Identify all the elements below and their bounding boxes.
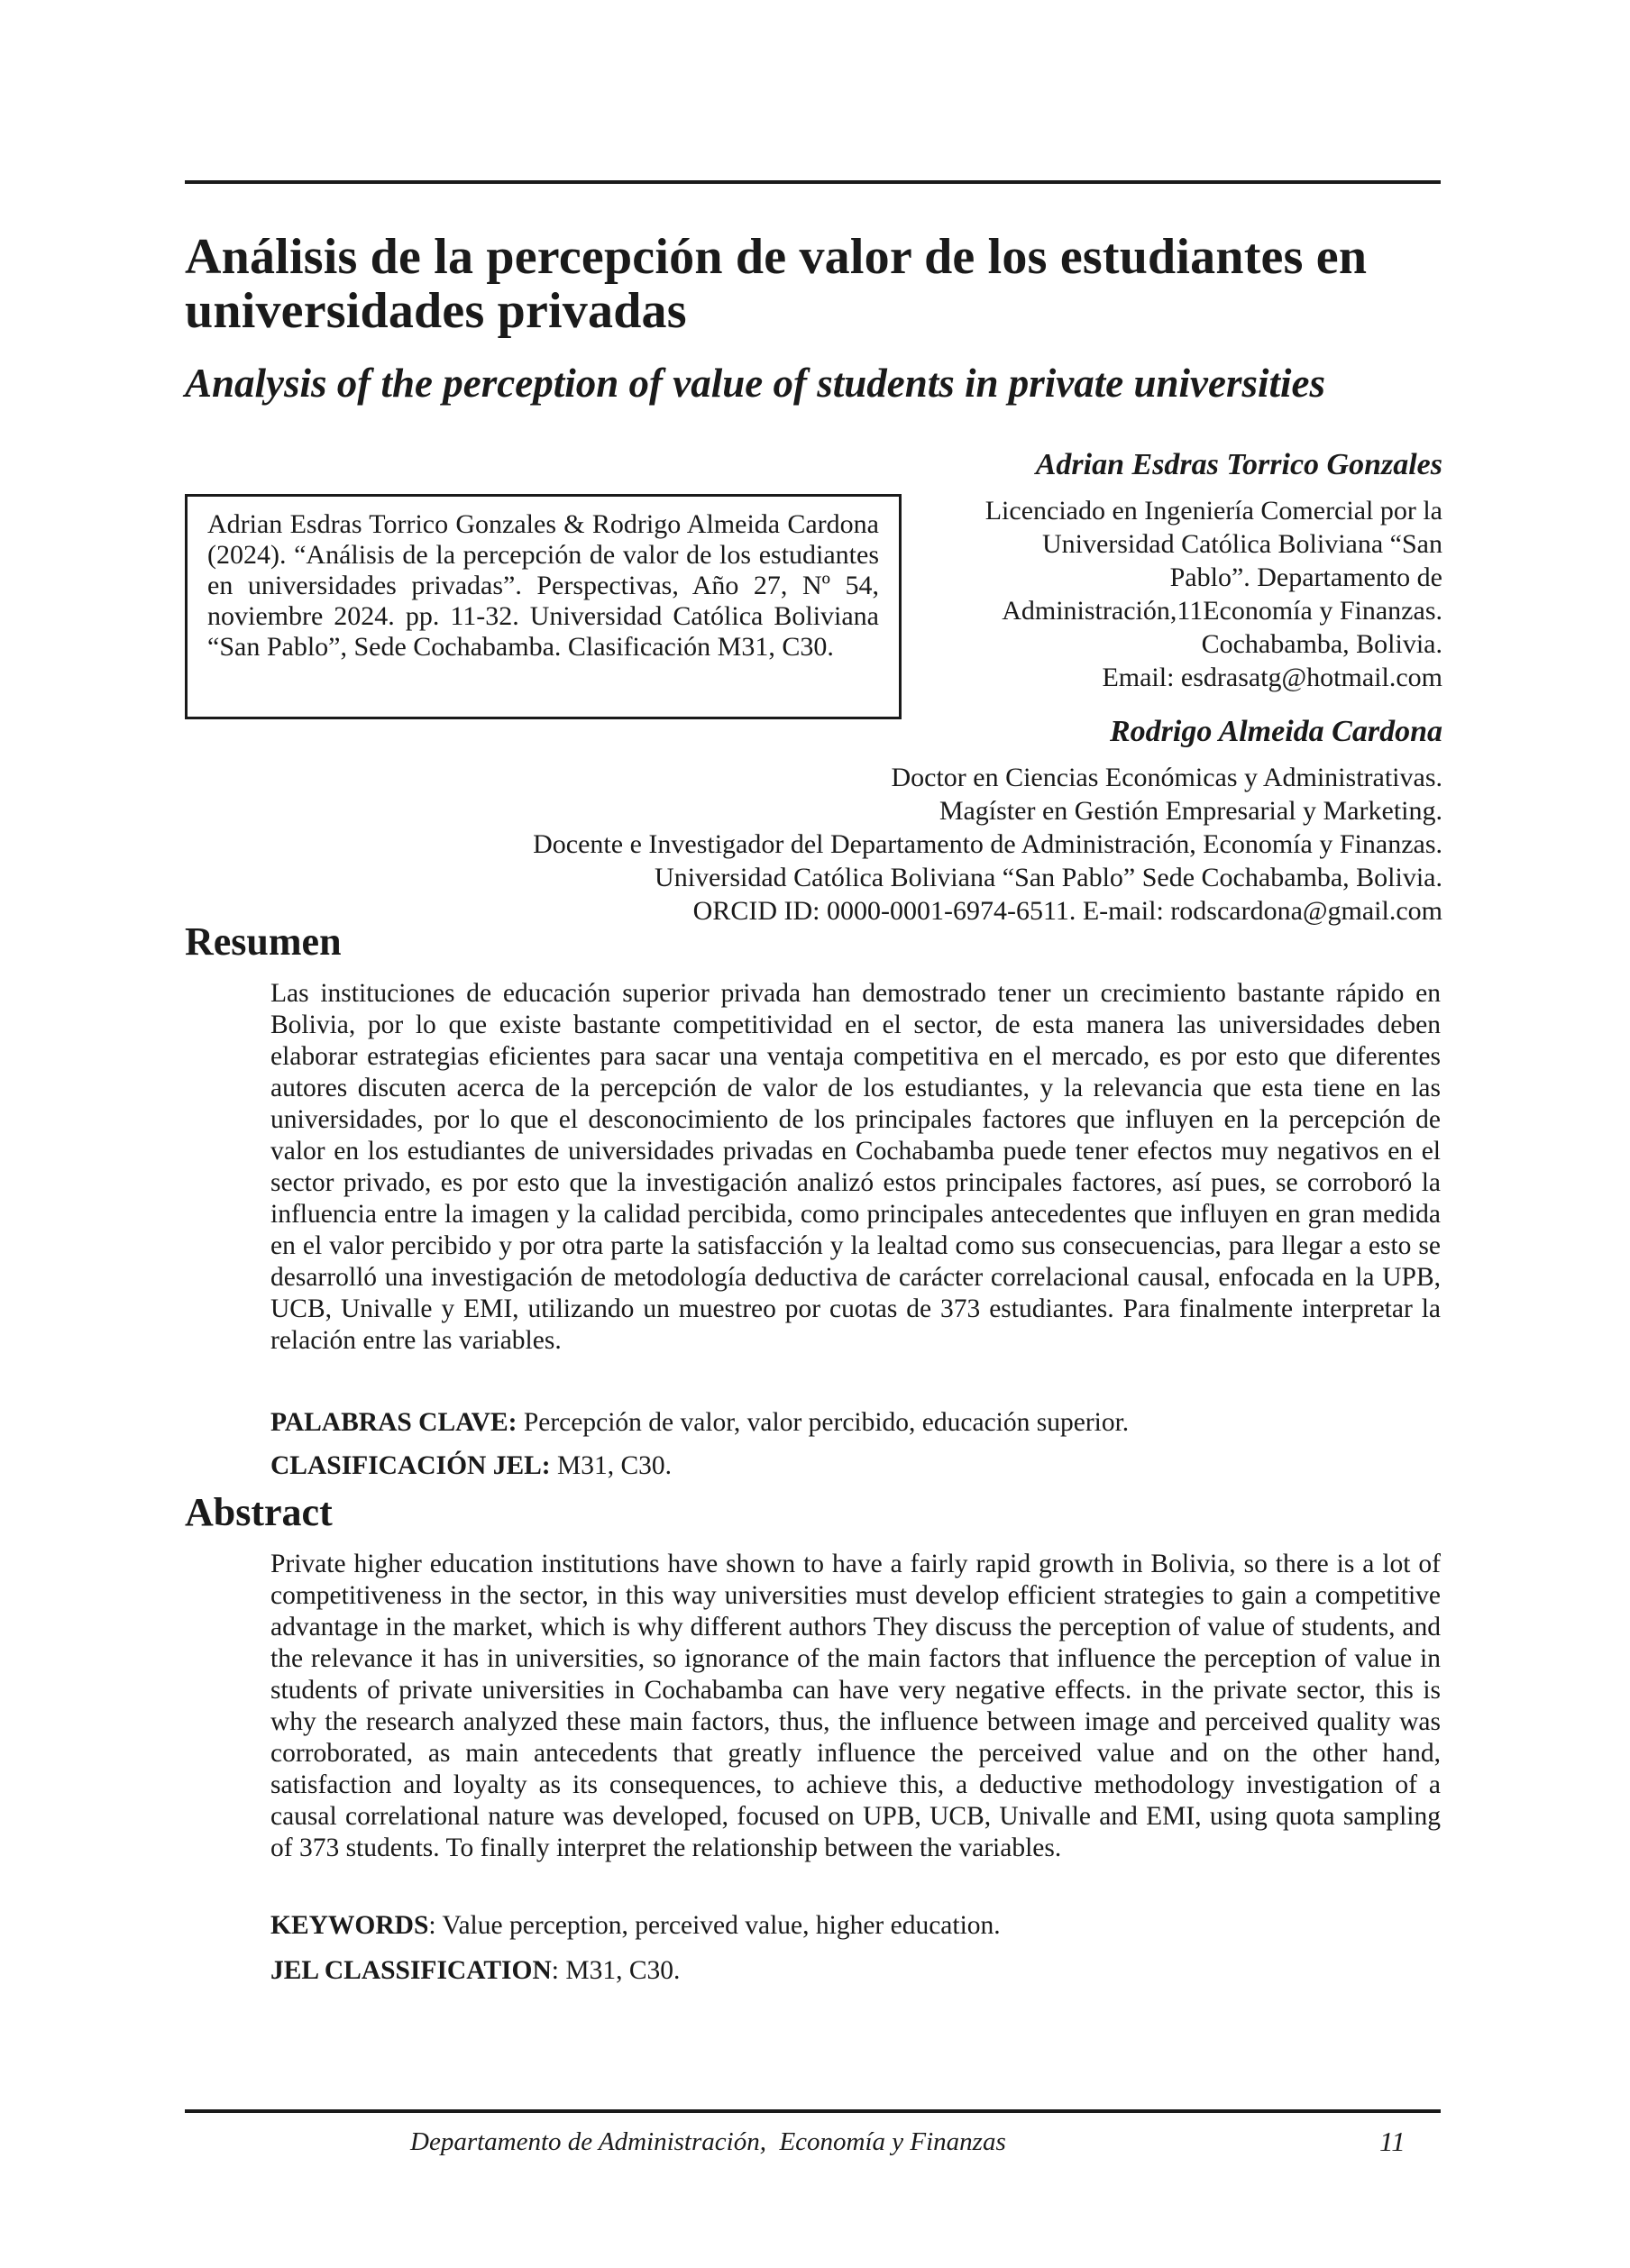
jel-classification	[270, 1954, 680, 1987]
keywords-label: KEYWORDS	[270, 1911, 429, 1940]
affiliation-line: Universidad Católica Boliviana “San Pablo” Sede Cochabamba, Bolivia.	[655, 863, 1442, 892]
palabras-clave-label: PALABRAS CLAVE:	[270, 1408, 517, 1437]
affiliation-line: Doctor en Ciencias Económicas y Administrativas.	[891, 763, 1442, 792]
jel-classification-value: : M31, C30.	[551, 1956, 681, 1985]
resumen-text: Las instituciones de educación superior privada han demostrado tener un crecimiento bastante rápido en Bolivia, por lo que existe bastante competitividad en el sector, de esta manera las universidades deben elaborar estrategias eficientes para sacar una ventaja competitiva en el mercado, es por esto que diferentes autores discuten acerca de la percepción de valor de los estudiantes, y la relevancia que esta tiene en las universidades, por lo que el desconocimiento de los principales factores que influyen en la percepción de valor en los estudiantes de universidades privadas en Cochabamba puede tener efectos muy negativos en el sector privado, es por esto que la investigación analizó estos principales factores, así pues, se corroboró la influencia entre la imagen y la calidad percibida, como principales antecedentes que influyen en gran medida en el valor percibido y por otra parte la satisfacción y la lealtad como sus consecuencias, para llegar a esto se desarrolló una investigación de metodología deductiva de carácter correlacional causal, enfocada en la UPB, UCB, Univalle y EMI, utilizando un muestreo por cuotas de 373 estudiantes. Para finalmente interpretar la relación entre las variables.	[270, 979, 1441, 1355]
clasificacion-jel	[270, 1450, 672, 1482]
resumen-heading: Resumen	[185, 919, 342, 964]
affiliation-line: Administración,11Economía y Finanzas.	[1002, 596, 1442, 626]
author-affiliation-1	[938, 494, 1442, 694]
affiliation-line: Licenciado en Ingeniería Comercial por la	[984, 496, 1442, 526]
clasificacion-jel-label: CLASIFICACIÓN JEL:	[270, 1451, 551, 1480]
top-rule	[185, 180, 1441, 184]
affiliation-line: Cochabamba, Bolivia.	[1201, 629, 1442, 659]
author-orcid-email: ORCID ID: 0000-0001-6974-6511. E-mail: rodscardona@gmail.com	[692, 896, 1442, 926]
jel-classification-label: JEL CLASSIFICATION	[270, 1956, 552, 1985]
affiliation-line: Magíster en Gestión Empresarial y Marketing.	[939, 796, 1442, 826]
palabras-clave-value: Percepción de valor, valor percibido, educación superior.	[517, 1408, 1130, 1437]
affiliation-line: Universidad Católica Boliviana “San	[1041, 529, 1442, 559]
clasificacion-jel-value: M31, C30.	[550, 1451, 673, 1480]
affiliation-line: Docente e Investigador del Departamento de Administración, Economía y Finanzas.	[533, 829, 1442, 859]
page-number: 11	[1379, 2126, 1406, 2157]
article-title-spanish: Análisis de la percepción de valor de los estudiantes en universidades privadas	[185, 229, 1368, 339]
affiliation-line: Pablo”. Departamento de	[1169, 562, 1442, 592]
keywords-value: : Value perception, perceived value, higher education.	[428, 1911, 1001, 1940]
article-title-english: Analysis of the perception of value of students in private universities	[185, 361, 1326, 406]
author-name-1: Adrian Esdras Torrico Gonzales	[1035, 448, 1442, 481]
keywords	[270, 1909, 1001, 1942]
abstract-heading: Abstract	[185, 1490, 333, 1534]
citation-box: Adrian Esdras Torrico Gonzales & Rodrigo Almeida Cardona (2024). “Análisis de la percepción de valor de los estudiantes en universidades privadas”. Perspectivas, Año 27, Nº 54, noviembre 2024. pp. 11-32. Universidad Católica Boliviana “San Pablo”, Sede Cochabamba. Clasificación M31, C30.	[185, 494, 902, 719]
footer-department: Departamento de Administración, Economía y Finanzas	[410, 2127, 1006, 2156]
author-affiliation-2	[361, 761, 1442, 928]
bottom-rule	[185, 2109, 1441, 2113]
abstract-text: Private higher education institutions have shown to have a fairly rapid growth in Bolivia, so there is a lot of competitiveness in the sector, in this way universities must develop efficient strategies to gain a competitive advantage in the market, which is why different authors They discuss the perception of value of students, and the relevance it has in universities, so ignorance of the main factors that influence the perception of value in students of private universities in Cochabamba can have very negative effects. in the private sector, this is why the research analyzed these main factors, thus, the influence between image and perceived quality was corroborated, as main antecedents that greatly influence the perceived value and on the other hand, satisfaction and loyalty as its consequences, to achieve this, a deductive methodology investigation of a causal correlational nature was developed, focused on UPB, UCB, Univalle and EMI, using quota sampling of 373 students. To finally interpret the relationship between the variables.	[270, 1550, 1441, 1862]
author-name-2: Rodrigo Almeida Cardona	[1109, 715, 1442, 748]
palabras-clave	[270, 1406, 1129, 1439]
author-email: Email: esdrasatg@hotmail.com	[1102, 663, 1442, 692]
